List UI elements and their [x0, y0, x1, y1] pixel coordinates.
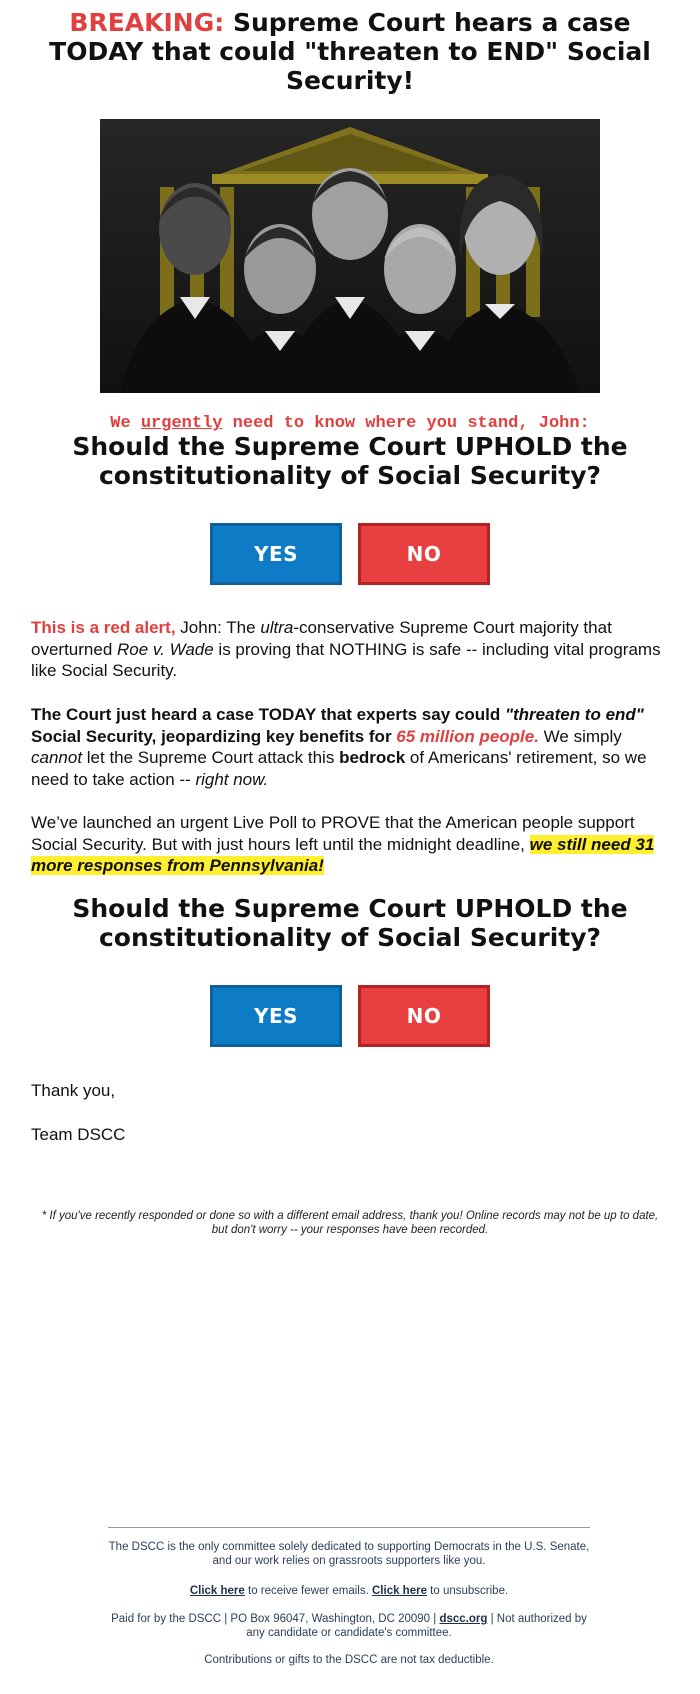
headline-prefix: BREAKING:	[69, 8, 225, 37]
no-button-bottom[interactable]: NO	[358, 985, 490, 1047]
p1-ultra: ultra	[260, 618, 294, 637]
p2-text-3: of Americans' retirement, so we need to take action --	[31, 748, 647, 789]
paid-by-end: | Not authorized by any candidate or candidate's committee.	[246, 1613, 587, 1639]
signoff-team: Team DSCC	[31, 1125, 126, 1144]
p2-number: 65 million people.	[396, 726, 539, 746]
p2-bold-1: The Court just heard a case TODAY that experts say could	[31, 705, 505, 724]
paragraph-live-poll	[31, 812, 671, 877]
p1-roe: Roe v. Wade	[117, 639, 214, 659]
urgent-prompt	[0, 414, 700, 433]
fewer-emails-text: to receive fewer emails.	[244, 1585, 372, 1597]
poll-question-top: Should the Supreme Court UPHOLD the constitutionality of Social Security?	[72, 432, 628, 490]
p3-text-1: We’ve launched an urgent Live Poll to PROVE that the American people support Social Security. But with just hours left until the midnight deadline,	[31, 813, 635, 854]
footer-divider	[108, 1527, 590, 1528]
p2-cannot: cannot	[31, 748, 83, 767]
p2-bold-2: Social Security, jeopardizing key benefits for	[31, 726, 397, 746]
red-alert-label: This is a red alert,	[31, 618, 176, 637]
footer-tax-note: Contributions or gifts to the DSCC are not tax deductible.	[204, 1654, 494, 1666]
headline	[40, 8, 660, 95]
p2-bedrock: bedrock	[339, 748, 406, 767]
paragraph-court-case	[31, 704, 671, 790]
disclaimer-note: * If you've recently responded or done so with a different email address, thank you! Online records may not be up to date, but don't worry -- your responses have been recorded.	[41, 1210, 659, 1236]
fewer-emails-link[interactable]: Click here	[189, 1585, 245, 1597]
p1-text-3: is proving that NOTHING is safe -- including vital programs like Social Security.	[31, 639, 661, 680]
no-button-top[interactable]: NO	[358, 523, 490, 585]
footer-about: The DSCC is the only committee solely dedicated to supporting Democrats in the U.S. Senate, and our work relies on grassroots supporters like you.	[108, 1541, 590, 1567]
p1-text-1: John: The	[175, 618, 261, 637]
dscc-site-link[interactable]: dscc.org	[439, 1613, 488, 1625]
yes-button-top[interactable]: YES	[210, 523, 342, 585]
urgent-prompt-underlined: urgently	[140, 414, 223, 433]
paragraph-red-alert	[31, 617, 671, 682]
urgent-prompt-part2: need to know where you stand, John:	[222, 414, 590, 433]
urgent-prompt-part1: We	[110, 414, 141, 433]
yes-button-bottom[interactable]: YES	[210, 985, 342, 1047]
headline-text: Supreme Court hears a case TODAY that could "threaten to END" Social Security!	[49, 8, 651, 95]
footer-email-prefs	[108, 1584, 590, 1598]
p2-text-2: let the Supreme Court attack this	[82, 748, 340, 767]
unsubscribe-link[interactable]: Click here	[372, 1585, 427, 1597]
poll-question-bottom: Should the Supreme Court UPHOLD the constitutionality of Social Security?	[72, 894, 628, 952]
p2-right-now: right now.	[195, 769, 269, 789]
p2-quote: "threaten to end"	[504, 705, 644, 724]
p3-highlight: we still need 31 more responses from Pennsylvania!	[31, 834, 655, 875]
footer-paid-by	[108, 1612, 590, 1640]
unsubscribe-text: to unsubscribe.	[426, 1585, 509, 1597]
paid-by-text: Paid for by the DSCC | PO Box 96047, Washington, DC 20090 |	[111, 1613, 440, 1625]
p1-text-2: -conservative Supreme Court majority that overturned	[31, 618, 612, 659]
justices-photo[interactable]	[100, 119, 600, 393]
p2-text-1: We simply	[538, 726, 622, 746]
signoff-thanks: Thank you,	[31, 1081, 116, 1100]
